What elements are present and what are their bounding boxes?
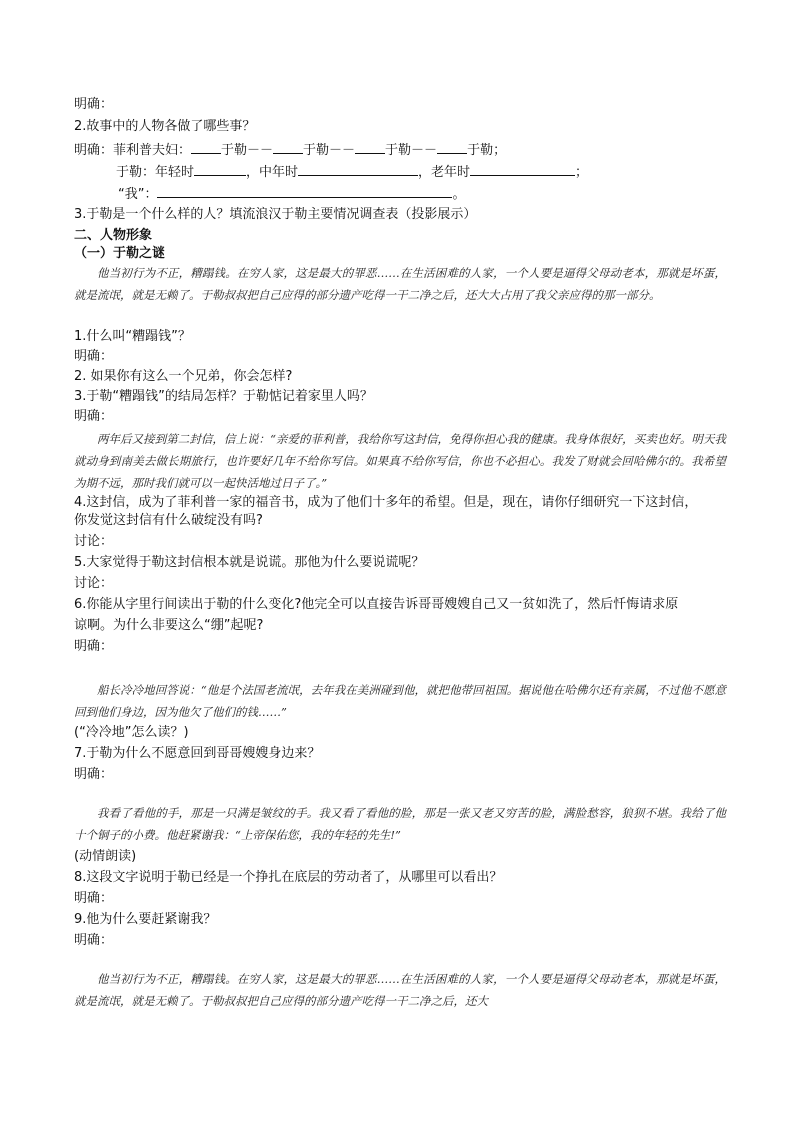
question-5: 5.大家觉得于勒这封信根本就是说谎。那他为什么要说谎呢？ — [74, 555, 425, 570]
quote-passage-1: 他当初行为不正，糟蹋钱。在穷人家，这是最大的罪恶……在生活困难的人家，一个人要是逼得父母动老本，那就是坏蛋，就是流氓，就是无赖了。于勒叔叔把自己应得的部分遗产吃得一干二净之后，还大大占用了我父亲应得的那一部分。 — [74, 266, 726, 302]
quote-passage-2: 两年后又接到第二封信，信上说：“亲爱的菲利普，我给你写这封信，免得你担心我的健康。我身体很好，买卖也好。明天我就动身到南美去做长期旅行，也许要好几年不给你写信。如果真不给你写信，你也不必担心。我发了财就会回哈佛尔的。我希望为期不远，那时我们就可以一起快活地过日子了。” — [74, 432, 726, 490]
reading-note: (动情朗读) — [74, 849, 137, 864]
question-3b: 3.于勒“糟蹋钱”的结局怎样？于勒惦记着家里人吗？ — [74, 389, 373, 404]
reading-note: (“冷冷地”怎么读？) — [74, 725, 189, 740]
answer-label: 明确： — [74, 349, 114, 364]
fill-blank[interactable] — [191, 140, 221, 154]
answer-label: 明确： — [74, 409, 114, 424]
answer-label: 明确： — [74, 933, 114, 948]
quote-passage-3: 船长冷冷地回答说：“他是个法国老流氓，去年我在美洲碰到他，就把他带回祖国。据说他在哈佛尔还有亲属，不过他不愿意回到他们身边，因为他欠了他们的钱……” — [74, 683, 726, 719]
fill-blank[interactable] — [273, 140, 303, 154]
blank-suffix: 于勒； — [467, 143, 507, 158]
question-3: 3.于勒是一个什么样的人？填流浪汉于勒主要情况调查表（投影展示） — [74, 207, 477, 222]
blank-suffix: 于勒－－ — [303, 143, 356, 158]
fill-blank[interactable] — [157, 184, 452, 198]
fill-blank[interactable] — [194, 162, 246, 176]
philippe-row — [74, 140, 724, 160]
question-6: 6.你能从字里行间读出于勒的什么变化?他完全可以直接告诉哥哥嫂嫂自己又一贫如洗了，然后忏悔请求原 — [74, 597, 679, 612]
jules-row — [116, 162, 716, 182]
jules-mid: ，中年时 — [246, 165, 299, 180]
quote-passage-4: 我看了看他的手，那是一只满是皱纹的手。我又看了看他的脸，那是一张又老又穷苦的脸，满脸愁容，狼狈不堪。我给了他十个铜子的小费。他赶紧谢我：“上帝保佑您，我的年轻的先生!” — [74, 806, 726, 842]
question-9: 9.他为什么要赶紧谢我？ — [74, 912, 217, 927]
jules-prefix: 于勒：年轻时 — [116, 165, 195, 180]
blank-suffix: 于勒－－ — [385, 143, 438, 158]
jules-end: ； — [575, 165, 589, 180]
question-2b: 2. 如果你有这么一个兄弟，你会怎样? — [74, 369, 293, 384]
fill-blank[interactable] — [437, 140, 467, 154]
question-6-cont: 谅啊。为什么非要这么“绷”起呢? — [74, 618, 264, 633]
answer-label: 明确： — [74, 767, 114, 782]
answer-label: 明确： — [74, 97, 114, 112]
question-4: 4.这封信，成为了菲利普一家的福音书，成为了他们十多年的希望。但是，现在，请你仔细研究一下这封信， — [74, 495, 698, 510]
philippe-prefix: 明确：菲利普夫妇： — [74, 143, 192, 158]
blank-suffix: 于勒－－ — [221, 143, 274, 158]
me-prefix: “我”： — [118, 187, 158, 202]
section-heading: 二、人物形象 — [74, 228, 153, 243]
question-2: 2.故事中的人物各做了哪些事？ — [74, 119, 256, 134]
discussion-label: 讨论： — [74, 534, 114, 549]
jules-old: ，老年时 — [418, 165, 471, 180]
subsection-heading: （一）于勒之谜 — [74, 246, 166, 261]
question-1: 1.什么叫“糟蹋钱”？ — [74, 329, 191, 344]
answer-label: 明确： — [74, 891, 114, 906]
question-7: 7.于勒为什么不愿意回到哥哥嫂嫂身边来？ — [74, 746, 321, 761]
discussion-label: 讨论： — [74, 576, 114, 591]
me-row — [118, 184, 718, 204]
quote-passage-5: 他当初行为不正，糟蹋钱。在穷人家，这是最大的罪恶……在生活困难的人家，一个人要是逼得父母动老本，那就是坏蛋，就是流氓，就是无赖了。于勒叔叔把自己应得的部分遗产吃得一干二净之后，还大 — [74, 972, 726, 1008]
question-4-cont: 你发觉这封信有什么破绽没有吗? — [74, 513, 263, 528]
fill-blank[interactable] — [298, 162, 418, 176]
me-end: 。 — [452, 187, 466, 202]
question-8: 8.这段文字说明于勒已经是一个挣扎在底层的劳动者了，从哪里可以看出？ — [74, 870, 503, 885]
answer-label: 明确： — [74, 639, 114, 654]
fill-blank[interactable] — [470, 162, 575, 176]
fill-blank[interactable] — [355, 140, 385, 154]
